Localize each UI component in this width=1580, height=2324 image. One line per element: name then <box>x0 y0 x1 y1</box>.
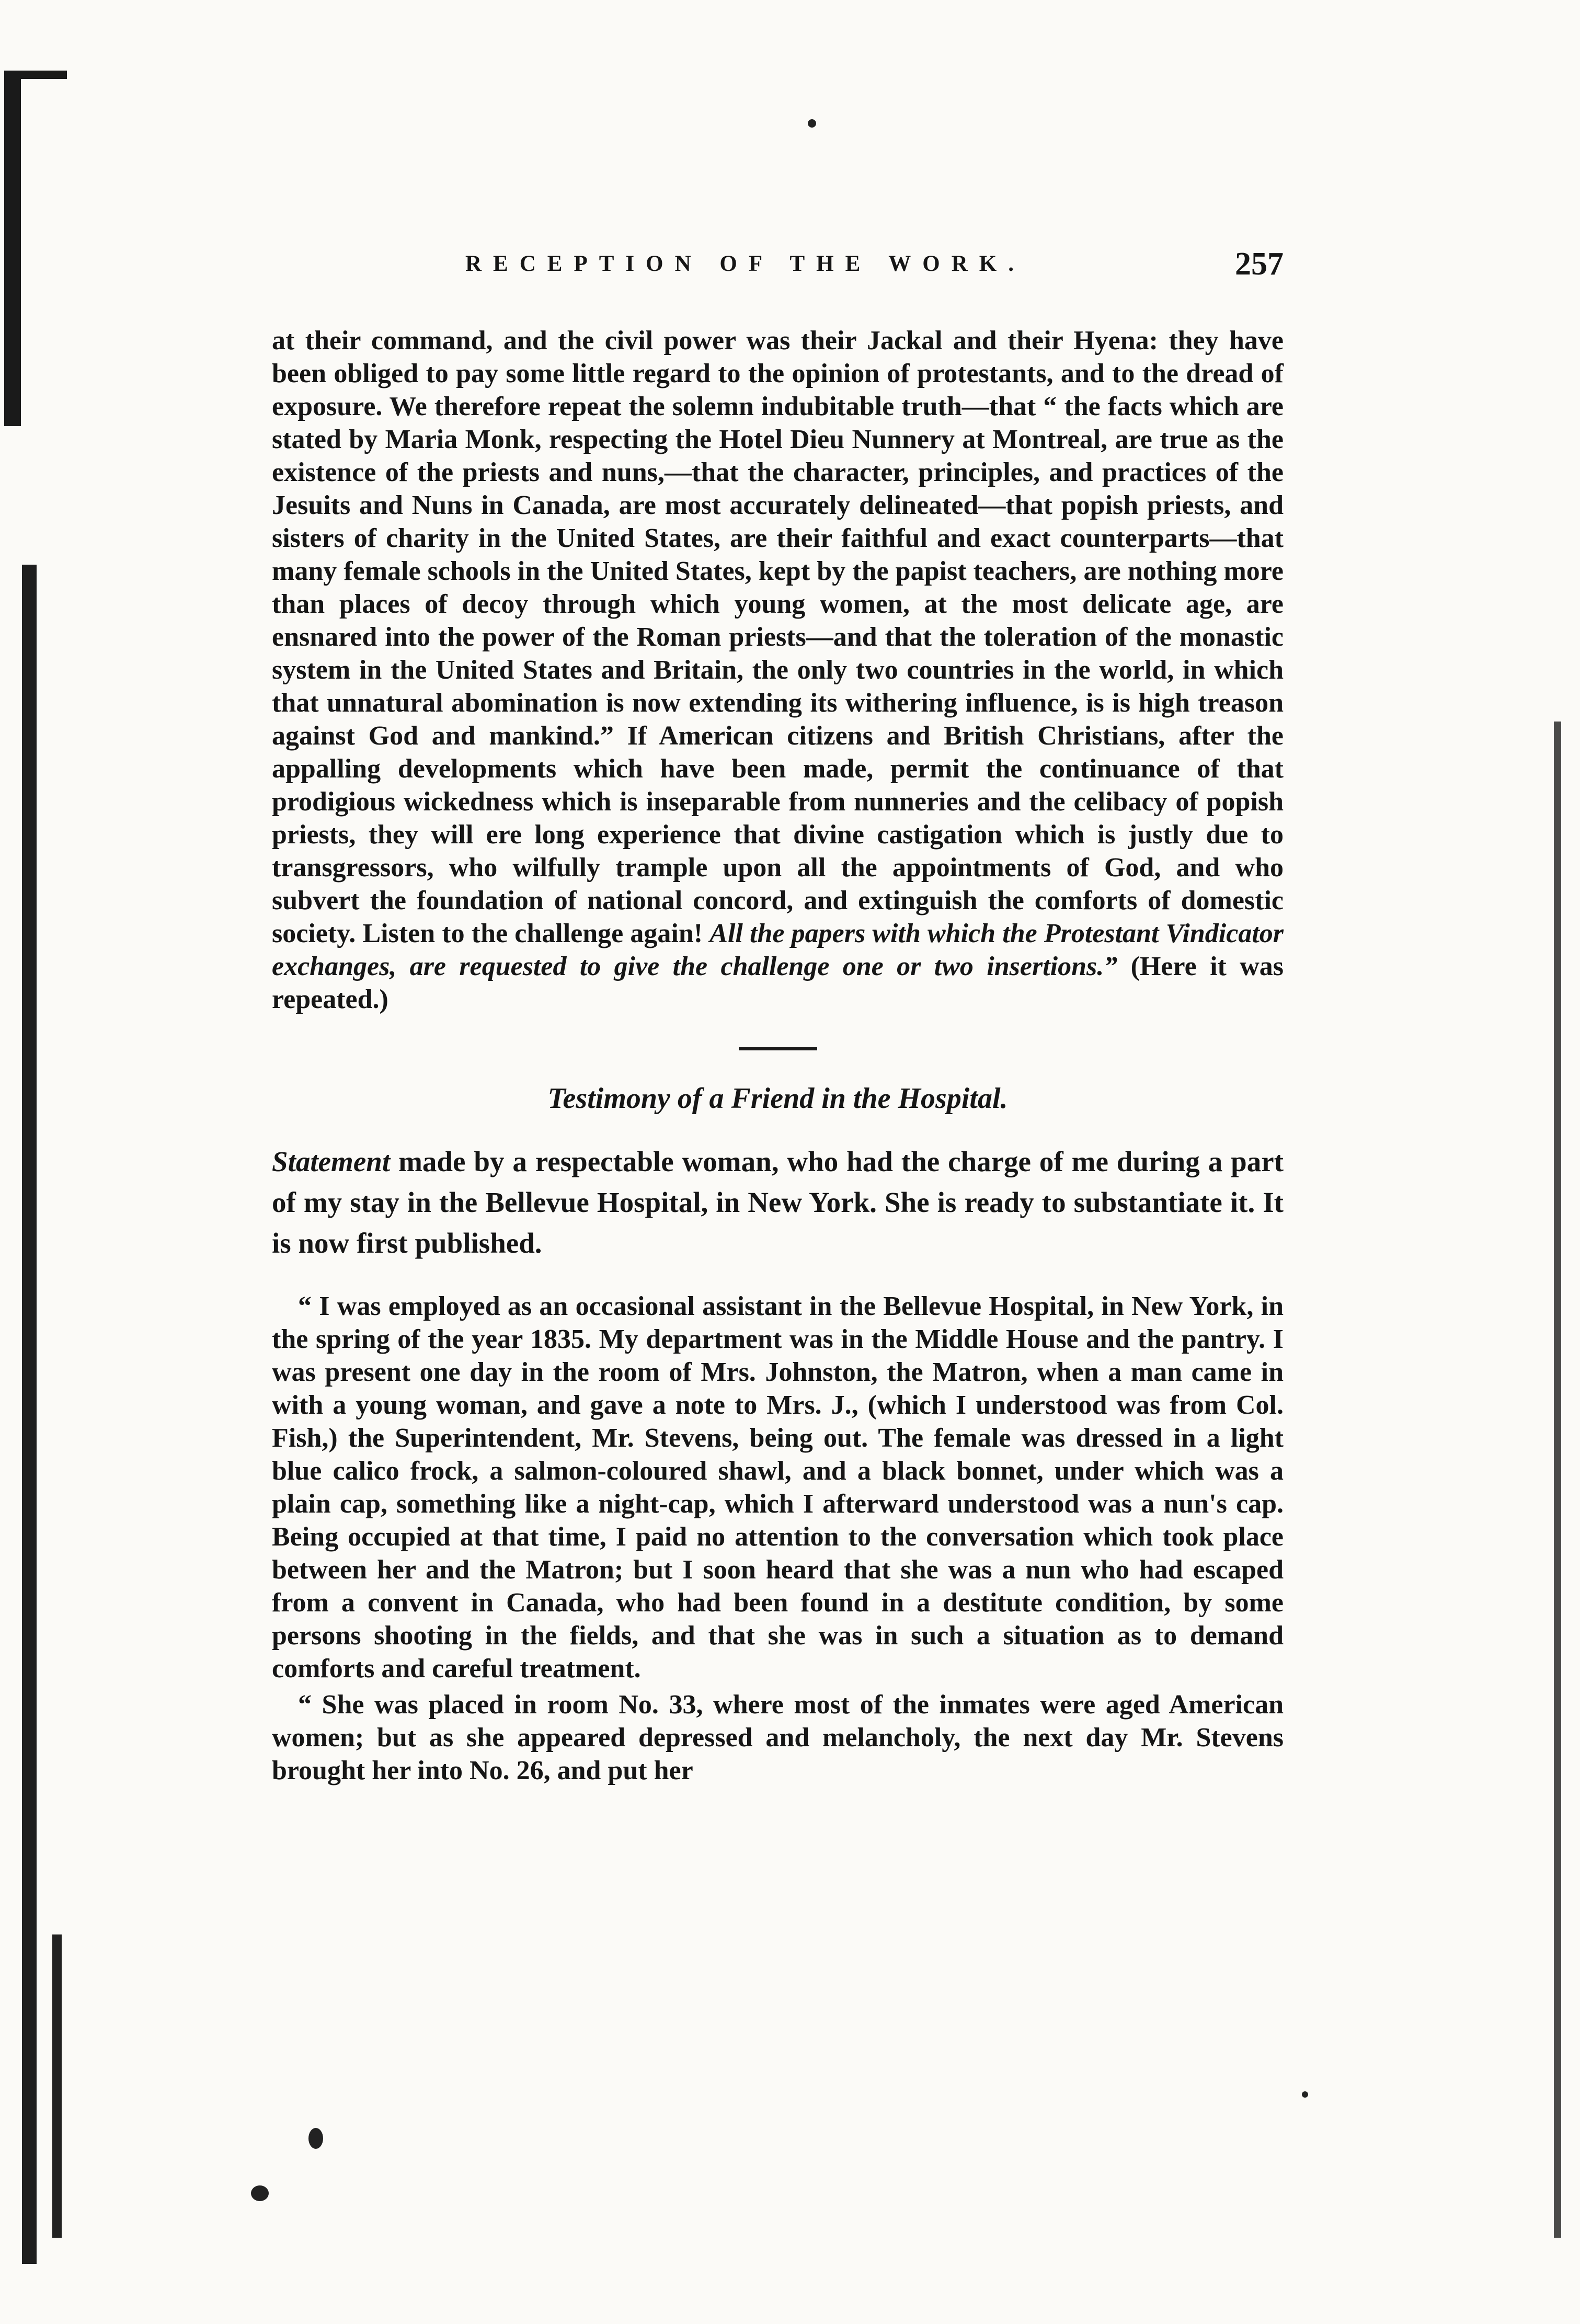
scan-speck <box>251 2185 269 2201</box>
section-heading: Testimony of a Friend in the Hospital. <box>547 1082 1008 1115</box>
book-page <box>272 246 1284 1790</box>
scan-speck <box>308 2128 323 2149</box>
statement-text: made by a respectable woman, who had the charge of me during a part of my stay in the Bellevue Hospital, in New York. She is ready to substantiate it. It is now first published. <box>272 1146 1284 1259</box>
page-number: 257 <box>1235 246 1284 282</box>
paragraph-text: at their command, and the civil power was their Jackal and their Hyena: they have been obliged to pay some little regard to the opinion of protestants, and to the dread of exposure. We therefore repeat the solemn indubitable truth—that “ the facts which are stated by Maria Monk, respecting the Hotel Dieu Nunnery at Montreal, are true as the existence of the priests and nuns,—that the character, principles, and practices of the Jesuits and Nuns in Canada, are most accurately delineated—that popish priests, and sisters of charity in the United States, are their faithful and exact counterparts—that many female schools in the United States, kept by the papist teachers, are nothing more than places of decoy through which young women, at the most delicate age, are ensnared into the power of the Roman priests—and that the toleration of the monastic system in the United States and Britain, the only two countries in the world, in which that unnatural abomination is now extending its withering influence, is is high treason against God and mankind.” If American citizens and British Christians, after the appalling developments which have been made, permit the continuance of that prodigious wickedness which is inseparable from nunneries and the celibacy of popish priests, they will ere long experience that divine castigation which is justly due to transgressors, who wilfully trample upon all the appointments of God, and who subvert the foundation of national concord, and extinguish the comforts of domestic society. Listen to the challenge again! <box>272 326 1284 948</box>
scan-speck <box>808 119 816 128</box>
scan-speck <box>1302 2091 1308 2098</box>
body-paragraph <box>272 324 1284 1016</box>
statement-lead: Statement <box>272 1146 391 1177</box>
scan-edge-left <box>4 71 21 426</box>
section-divider <box>739 1047 817 1050</box>
scan-edge-right <box>1554 722 1561 2238</box>
running-head <box>272 246 1284 288</box>
italic-notice: All the papers with which the Protestant Vindicator exchanges, are requested to give the challenge one or two insertions.” <box>272 919 1284 981</box>
scan-edge-binding <box>22 565 37 2264</box>
scan-edge-hook <box>4 71 67 79</box>
paragraph-tail: (Here it was repeated.) <box>272 952 1284 1014</box>
testimony-paragraph: “ I was employed as an occasional assistant in the Bellevue Hospital, in New York, in the spring of the year 1835. My department was in the Middle House and the pantry. I was present one day in the room of Mrs. Johnston, the Matron, when a man came in with a young woman, and gave a note to Mrs. J., (which I understood was from Col. Fish,) the Superintendent, Mr. Stevens, being out. The female was dressed in a light blue calico frock, a salmon-coloured shawl, and a black bonnet, under which was a plain cap, something like a night-cap, which I afterward understood was a nun's cap. Being occupied at that time, I paid no attention to the conversation which took place between her and the Matron; but I soon heard that she was a nun who had escaped from a convent in Canada, who had been found in a destitute condition, by some persons shooting in the fields, and that she was in such a situation as to demand comforts and careful treatment. <box>272 1291 1284 1684</box>
testimony-paragraph: “ She was placed in room No. 33, where most of the inmates were aged American women; but as she appeared depressed and melancholy, the next day Mr. Stevens brought her into No. 26, and put her <box>272 1690 1284 1785</box>
running-title: RECEPTION OF THE WORK. <box>465 251 1025 276</box>
scan-edge-foot <box>52 1934 62 2238</box>
statement-paragraph <box>272 1141 1284 1264</box>
